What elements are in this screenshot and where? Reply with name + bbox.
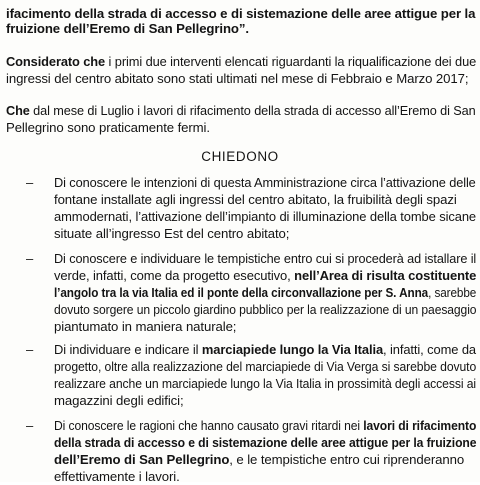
item-1-line-3: ammodernati, l’attivazione dell’impianto di illuminazione della tombe sicane <box>54 209 477 224</box>
item-4-line-2: della strada di accesso e di sistemazione delle aree attigue per la fruizione <box>54 435 477 450</box>
chiedono-heading: CHIEDONO <box>201 149 279 164</box>
item-4-dash: – <box>26 418 34 433</box>
item-2-line-1: Di conoscere e individuare le tempistiche entro cui si procederà ad istallare il <box>54 251 477 266</box>
considerato-line-1 <box>6 54 476 70</box>
item-4-line-3-bold: dell’Eremo di San Pellegrino <box>54 452 230 467</box>
item-2-line-3 <box>54 285 476 301</box>
considerato-line-2: ingressi del centro abitato sono stati ultimati nel mese di Febbraio e Marzo 2017; <box>6 71 469 86</box>
intro-line-2: fruizione dell’Eremo di San Pellegrino”. <box>6 21 249 36</box>
item-4-line-1 <box>54 418 476 434</box>
item-3-line-1-normal: Di individuare e indicare il <box>54 342 202 357</box>
item-3-line-1 <box>54 342 476 358</box>
che-line-1 <box>6 103 476 119</box>
item-4-line-1-normal: Di conoscere le ragioni che hanno causato gravi ritardi nei <box>54 418 364 433</box>
item-1-dash: – <box>26 175 34 190</box>
item-1-line-1: Di conoscere le intenzioni di questa Amministrazione circa l’attivazione delle <box>54 175 476 190</box>
item-4-line-3-normal: , e le tempistiche entro cui riprenderanno <box>229 452 465 467</box>
item-2-line-3-normal: , sarebbe <box>428 285 477 300</box>
item-4-line-1-bold: lavori di rifacimento <box>363 418 477 433</box>
item-2-line-2 <box>54 268 476 284</box>
item-2-line-5: piantumato in maniera naturale; <box>54 319 237 334</box>
item-3-line-2: progetto, oltre alla realizzazione del marciapiede di Via Verga si sarebbe dovuto <box>54 359 477 374</box>
item-4-line-3 <box>54 452 464 468</box>
item-3-line-4: magazzini degli edifici; <box>54 393 184 408</box>
item-2-line-2-bold: nell’Area di risulta costituente <box>294 268 477 283</box>
item-4-line-4: effettivamente i lavori. <box>54 469 180 484</box>
item-1-line-4: situate all’ingresso Est del centro abitato; <box>54 226 290 241</box>
item-1-line-2: fontane installate agli ingressi del centro abitato, la fruibilità degli spazi <box>54 192 457 207</box>
item-2-line-3-bold: l’angolo tra la via Italia ed il ponte della circonvallazione per S. Anna <box>54 285 429 300</box>
item-3-line-3: realizzare anche un marciapiede lungo la Via Italia in prossimità degli accessi ai <box>54 376 477 391</box>
item-2-line-4: dovuto sorgere un piccolo giardino pubblico per la realizzazione di un paesaggio <box>54 302 477 317</box>
intro-line-1: ifacimento della strada di accesso e di sistemazione delle aree attigue per la <box>6 6 476 21</box>
che-line-2: Pellegrino sono praticamente fermi. <box>6 120 210 135</box>
considerato-lead: Considerato che <box>6 54 106 69</box>
che-lead: Che <box>6 103 30 118</box>
item-2-dash: – <box>26 251 34 266</box>
item-3-dash: – <box>26 342 34 357</box>
item-3-line-1-bold: marciapiede lungo la Via Italia <box>201 342 384 357</box>
considerato-rest: i primi due interventi elencati riguardanti la riqualificazione dei due <box>105 54 477 69</box>
che-rest: dal mese di Luglio i lavori di rifacimento della strada di accesso all’Eremo di San <box>29 103 476 118</box>
item-2-line-2-normal: verde, infatti, come da progetto esecutivo, <box>54 268 295 283</box>
item-3-line-1-end: , infatti, come da <box>383 342 477 357</box>
